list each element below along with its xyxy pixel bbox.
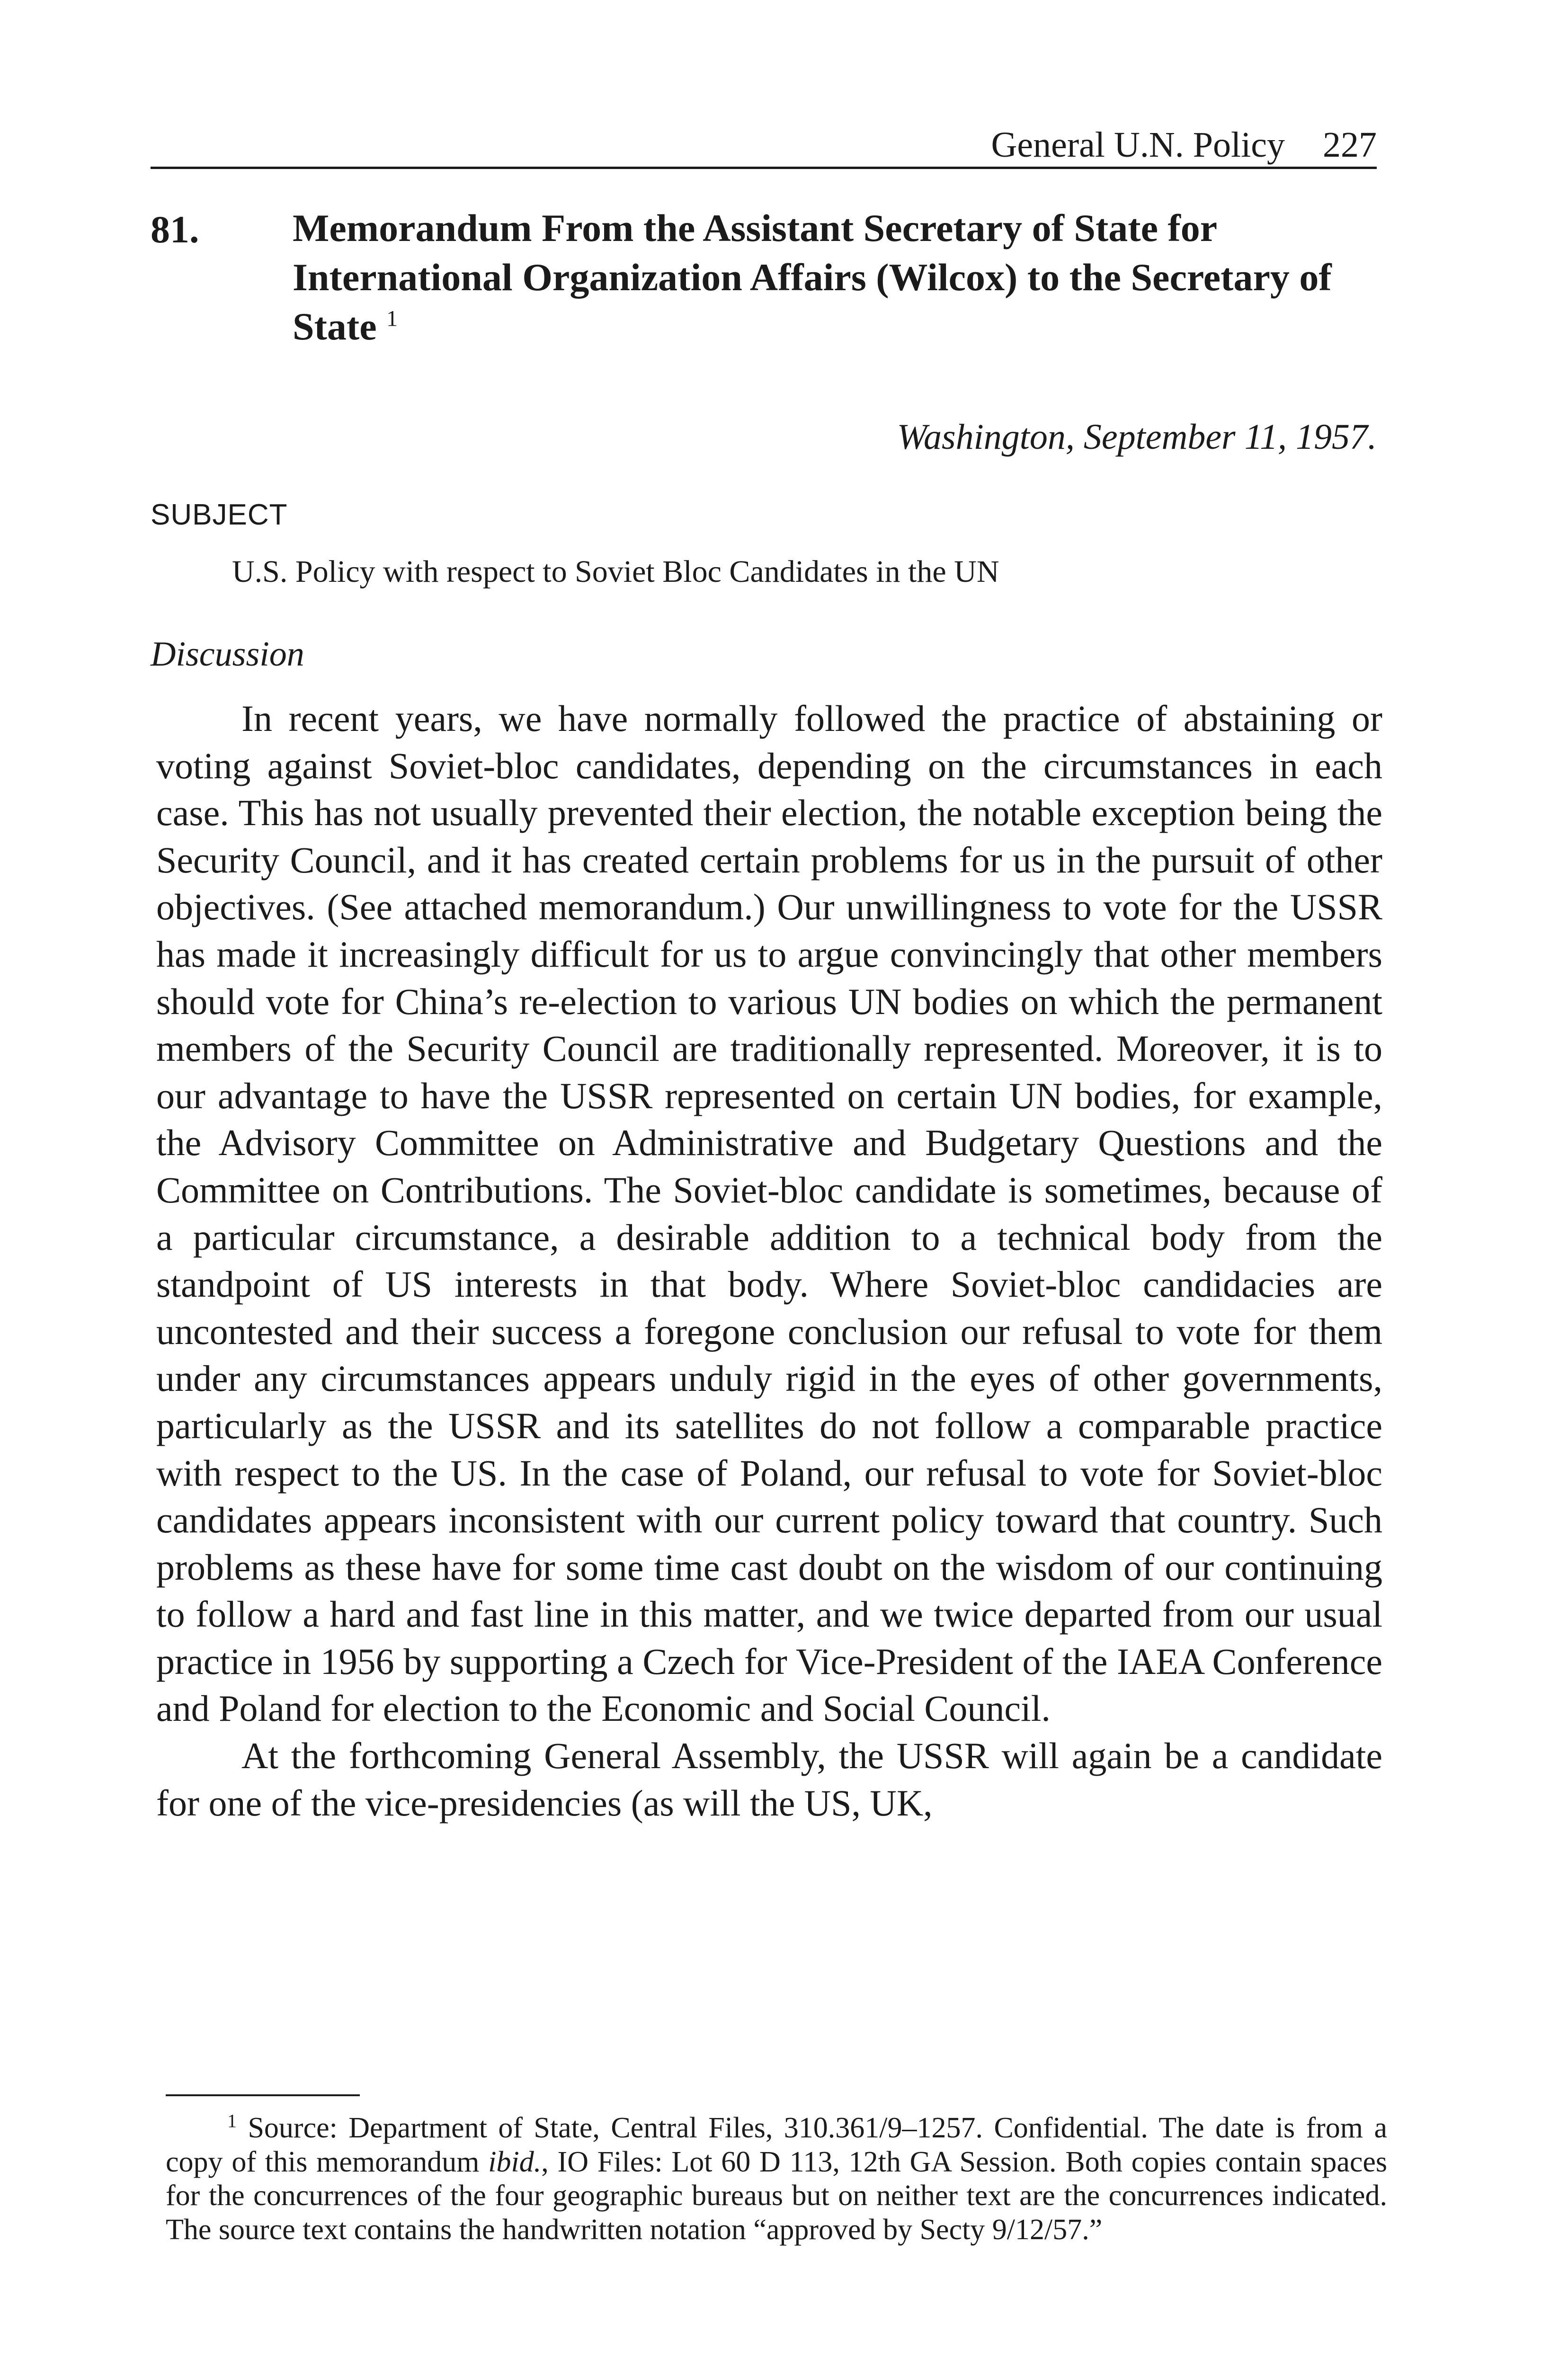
footnote-reference: 1	[386, 306, 398, 331]
subject-label: SUBJECT	[151, 498, 288, 531]
document-title	[293, 204, 1377, 351]
footnote	[166, 2111, 1387, 2247]
subject-text: U.S. Policy with respect to Soviet Bloc Candidates in the UN	[232, 554, 999, 589]
body-paragraph: In recent years, we have normally followed the practice of abstaining or voting against Soviet-bloc candidates, depending on the circumstances in each case. This has not usually prevented their election, the notable exception being the Security Council, and it has created certain problems for us in the pursuit of other objectives. (See attached memorandum.) Our unwillingness to vote for the USSR has made it increasingly difficult for us to argue convincingly that other members should vote for China’s re-election to various UN bodies on which the permanent members of the Security Council are traditionally represented. Moreover, it is to our advantage to have the USSR represented on certain UN bodies, for example, the Advisory Committee on Administrative and Budgetary Questions and the Committee on Contributions. The Soviet-bloc candidate is sometimes, because of a particular circumstance, a desirable addition to a technical body from the standpoint of US interests in that body. Where Soviet-bloc candidacies are uncontested and their success a foregone conclusion our refusal to vote for them under any circumstances appears unduly rigid in the eyes of other governments, particularly as the USSR and its satellites do not follow a comparable practice with respect to the US. In the case of Poland, our refusal to vote for Soviet-bloc candidates appears inconsistent with our current policy toward that country. Such problems as these have for some time cast doubt on the wisdom of our continuing to follow a hard and fast line in this matter, and we twice departed from our usual practice in 1956 by supporting a Czech for Vice-President of the IAEA Conference and Poland for election to the Economic and Social Council.	[156, 698, 1382, 1729]
page-number: 227	[1323, 125, 1377, 165]
body-text	[156, 695, 1382, 1826]
header-rule	[151, 167, 1377, 169]
footnote-paragraph	[166, 2111, 1387, 2247]
dateline: Washington, September 11, 1957.	[897, 417, 1377, 457]
footnote-text-b: , IO Files: Lot 60 D 113, 12th GA Session. Both copies contain spaces for the concurrences of the four geographic bureaus but on neither text are the concurrences indicated. The source text contains the handwritten notation “approved by Secty 9/12/57.”	[166, 2145, 1387, 2246]
document-title-text: Memorandum From the Assistant Secretary of State for International Organization Affairs (Wilcox) to the Secretary of State	[293, 206, 1332, 348]
document-number: 81.	[151, 208, 199, 251]
running-head-title: General U.N. Policy	[991, 125, 1285, 165]
footnote-text-a: Source: Department of State, Central Files, 310.361/9–1257. Confidential. The date is from a copy of this memorandum	[166, 2112, 1387, 2178]
footnote-italic: ibid.	[488, 2145, 542, 2178]
body-paragraph: At the forthcoming General Assembly, the USSR will again be a candidate for one of the vice-presidencies (as will the US, UK,	[156, 1735, 1382, 1824]
footnote-rule	[166, 2094, 360, 2096]
footnote-mark: 1	[227, 2110, 237, 2132]
discussion-label: Discussion	[151, 635, 304, 674]
running-head	[151, 118, 1377, 166]
